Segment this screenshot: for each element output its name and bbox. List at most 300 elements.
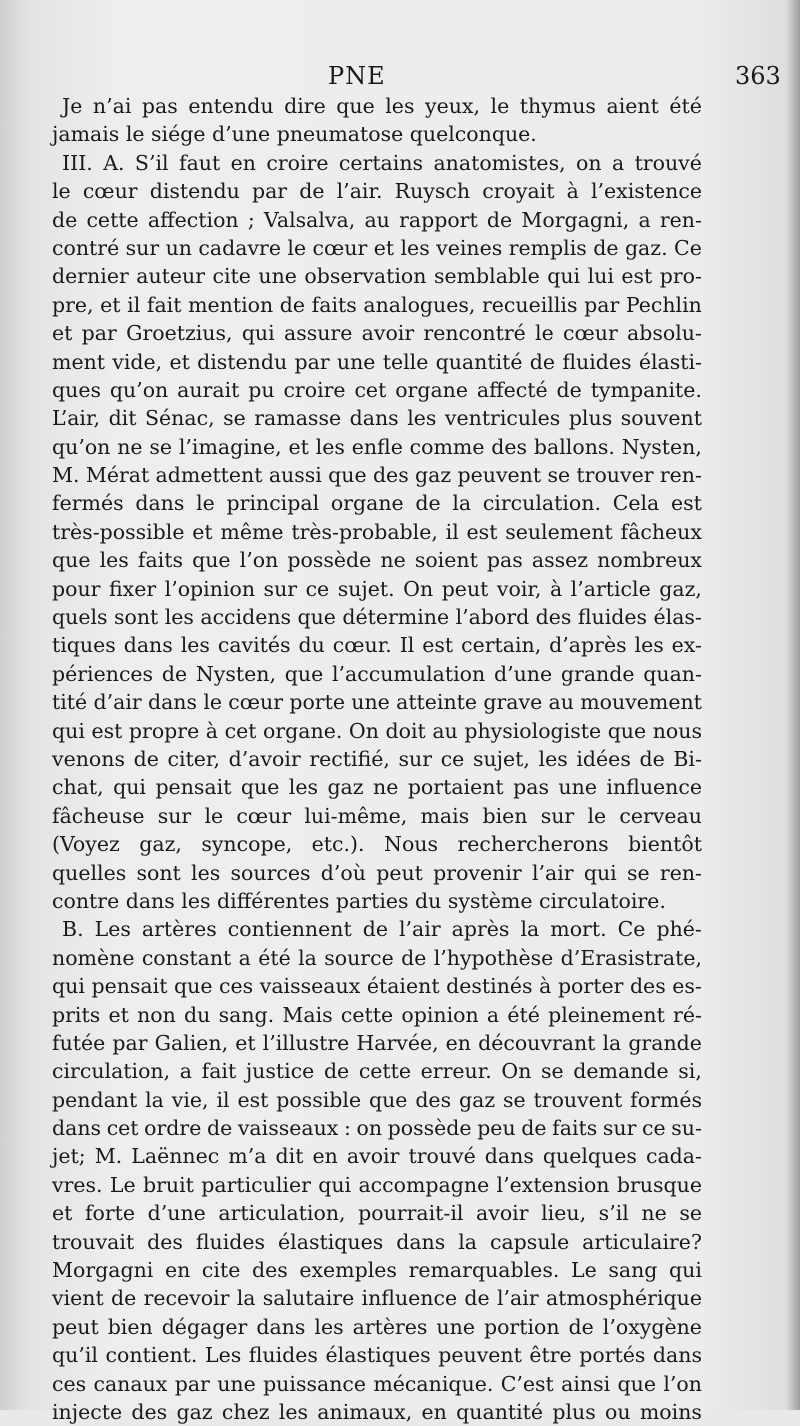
word: de <box>362 917 388 942</box>
word: Les <box>94 917 131 942</box>
word: et <box>169 349 190 374</box>
word: le <box>535 321 554 346</box>
word: des <box>535 605 572 630</box>
word: opinion <box>401 1002 479 1027</box>
word: doit <box>385 718 426 743</box>
word: (Voyez <box>52 832 120 857</box>
word: Ce <box>617 917 646 942</box>
word: sources <box>230 860 311 885</box>
word: la <box>520 917 540 942</box>
word: de <box>556 377 582 402</box>
word: Sénac, <box>144 406 215 431</box>
word: qu’on <box>52 434 111 459</box>
word: en <box>421 1399 447 1424</box>
word: que <box>297 605 336 630</box>
word: mais <box>420 803 470 828</box>
word: que <box>240 775 280 800</box>
word: articulation, <box>218 1201 346 1226</box>
word: particulier <box>201 1172 311 1197</box>
word: cœur <box>236 803 292 828</box>
word: se <box>541 1059 564 1084</box>
word: dans <box>123 633 173 658</box>
word: sont <box>113 605 159 630</box>
word: la <box>452 491 472 516</box>
word: élasti- <box>638 349 702 374</box>
word: Bi- <box>673 746 702 771</box>
word: portion <box>483 1314 560 1339</box>
word: Cela <box>612 491 660 516</box>
word: dans <box>484 1144 534 1169</box>
word: peuvent <box>438 1343 522 1368</box>
word: ordre <box>144 1116 202 1141</box>
word: sur <box>157 803 192 828</box>
word: salutaire <box>262 1286 355 1311</box>
word: possible <box>276 1087 362 1112</box>
word: qui <box>52 718 85 743</box>
word: a <box>486 1002 500 1027</box>
word: en <box>164 1258 191 1283</box>
word: Harvée, <box>356 1030 439 1055</box>
word: en <box>312 1144 338 1169</box>
word: la <box>602 1030 622 1055</box>
word: A. <box>103 150 125 175</box>
word: fait <box>146 292 182 317</box>
word: dire <box>284 94 326 118</box>
word: de <box>529 349 556 374</box>
word: se <box>503 1087 526 1112</box>
word: su- <box>671 1116 702 1141</box>
word: anatomistes, <box>433 150 566 175</box>
word: en <box>445 1030 472 1055</box>
word: physiologiste <box>464 718 602 743</box>
word: pleinement <box>548 1002 665 1027</box>
word: des <box>131 1399 168 1424</box>
text-line <box>52 291 702 319</box>
word: ex- <box>671 633 702 658</box>
word: voir, <box>496 576 542 601</box>
word: d’après <box>549 633 627 658</box>
word: futée <box>52 1030 106 1055</box>
word: lui-même, <box>304 803 408 828</box>
word: C’est <box>500 1371 554 1396</box>
word: périences <box>52 661 154 686</box>
word: sang. <box>218 1002 275 1027</box>
word: M. <box>52 463 80 488</box>
text-line <box>52 802 702 830</box>
word: vie, <box>171 1087 209 1112</box>
word: de <box>111 1286 137 1311</box>
word: nomène <box>52 945 135 970</box>
word: contré <box>52 235 120 260</box>
word: lieu, <box>541 1201 587 1226</box>
word: sur <box>263 576 298 601</box>
word: il <box>127 292 141 317</box>
word: de <box>133 746 159 771</box>
word: d’où <box>320 860 366 885</box>
text-line <box>52 717 702 745</box>
word: peut <box>376 860 423 885</box>
word: influence <box>606 775 702 800</box>
text-line <box>52 319 702 347</box>
word: erreur. <box>420 1059 492 1084</box>
word: l’opinion <box>164 576 256 601</box>
word: trouver <box>576 463 654 488</box>
word: ramasse <box>254 406 342 431</box>
word: le <box>52 179 71 204</box>
word: il <box>216 1087 230 1112</box>
word: on <box>576 150 602 175</box>
word: Il <box>399 633 415 658</box>
word: cite <box>212 264 251 289</box>
word: gaz <box>176 1399 213 1424</box>
word: que <box>368 1087 408 1112</box>
text-line <box>52 1001 702 1029</box>
word: plus <box>552 1399 596 1424</box>
word: que <box>192 548 231 573</box>
word: de <box>486 207 513 232</box>
word: syncope, <box>201 832 293 857</box>
text-line <box>52 631 702 659</box>
word: accompagne <box>358 1172 490 1197</box>
word: se <box>223 406 246 431</box>
word: S’il <box>134 150 169 175</box>
word: remarquables. <box>408 1258 560 1283</box>
text-line <box>52 1199 702 1227</box>
word: mention <box>188 292 274 317</box>
word: vide, <box>112 349 163 374</box>
word: s’il <box>598 1201 629 1226</box>
word: est <box>466 519 498 544</box>
word: élastiques <box>278 1229 384 1254</box>
word: cette <box>358 1059 412 1084</box>
word: III. <box>62 150 93 175</box>
word: qui <box>583 860 617 885</box>
word: ainsi <box>561 1371 611 1396</box>
word: l’on <box>663 1371 702 1396</box>
word: M. <box>94 1144 123 1169</box>
word: les <box>400 235 430 260</box>
word: bien <box>107 1314 153 1339</box>
word: brusque <box>616 1172 702 1197</box>
word: contiennent <box>227 917 352 942</box>
word: auteur <box>136 264 206 289</box>
word: à <box>549 576 563 601</box>
body-text <box>52 92 702 1426</box>
word: organe. <box>263 718 343 743</box>
word: d’air <box>93 690 142 715</box>
word: ce <box>642 1116 666 1141</box>
word: venons <box>52 746 125 771</box>
word: peuvent <box>457 463 542 488</box>
word: Le <box>109 1172 136 1197</box>
word: Valsalva, <box>263 207 356 232</box>
word: On <box>348 718 379 743</box>
word: prits <box>52 1002 101 1027</box>
text-line <box>52 1171 702 1199</box>
word: des <box>372 463 409 488</box>
word: que <box>336 94 375 118</box>
word: quan- <box>643 661 702 686</box>
word: moins <box>639 1399 702 1424</box>
word: qu’il <box>52 1343 98 1368</box>
word: par <box>112 1030 148 1055</box>
word: lui <box>587 264 614 289</box>
word: Galien, <box>154 1030 229 1055</box>
word: Ce <box>674 235 702 260</box>
word: a <box>238 945 251 970</box>
text-line <box>52 546 702 574</box>
word: et <box>235 1030 256 1055</box>
word: cada- <box>645 1144 702 1169</box>
word: de <box>521 1116 547 1141</box>
word: l’article <box>570 576 651 601</box>
word: du <box>298 633 325 658</box>
word: l’illustre <box>262 1030 350 1055</box>
word: injecte <box>52 1399 123 1424</box>
word: faits <box>311 292 357 317</box>
word: quelles <box>52 860 127 885</box>
word: ces <box>219 974 254 999</box>
word: sur <box>602 1116 637 1141</box>
word: Mérat <box>85 463 150 488</box>
word: fluides <box>577 605 648 630</box>
word: une <box>258 264 297 289</box>
word: de <box>401 945 427 970</box>
word: dernier <box>52 264 129 289</box>
word: une <box>436 1314 475 1339</box>
text-line <box>52 92 702 120</box>
word: Ruysch <box>394 179 471 204</box>
word: mécanique. <box>373 1371 494 1396</box>
word: qui <box>52 974 85 999</box>
word: pourrait-il <box>358 1201 464 1226</box>
word: dans <box>135 491 185 516</box>
word: n’ai <box>92 94 132 118</box>
word: Nous <box>384 832 439 857</box>
word: seulement <box>505 519 613 544</box>
text-line <box>52 915 702 943</box>
word: les <box>314 1314 344 1339</box>
word: gaz, <box>659 576 702 601</box>
word: affecté <box>476 377 548 402</box>
word: qu’on <box>109 377 169 402</box>
word: Le <box>570 1258 597 1283</box>
word: ces <box>52 1371 87 1396</box>
word: principal <box>226 491 320 516</box>
word: Les <box>204 1343 242 1368</box>
word: fluides <box>248 1343 318 1368</box>
word: circulation. <box>482 491 601 516</box>
word: pour <box>52 576 101 601</box>
word: possède <box>387 1116 472 1141</box>
word: que <box>328 463 367 488</box>
word: dans <box>652 1343 702 1368</box>
word: après <box>451 917 510 942</box>
word: bien <box>482 803 528 828</box>
word: fâcheuse <box>52 803 145 828</box>
word: les <box>99 548 129 573</box>
word: es- <box>672 974 702 999</box>
word: très-probable, <box>291 519 438 544</box>
word: ce <box>305 576 330 601</box>
word: On <box>501 1059 532 1084</box>
word: peut <box>441 576 489 601</box>
word: trouvait <box>52 1229 135 1254</box>
word: l’on <box>239 548 279 573</box>
word: que <box>284 661 324 686</box>
page-edge-shadow <box>786 0 800 1410</box>
word: chat, <box>52 775 104 800</box>
word: de <box>639 746 665 771</box>
word: cet <box>354 377 387 402</box>
word: cite <box>201 1258 241 1283</box>
word: Pechlin <box>625 292 702 317</box>
text-line <box>52 859 702 887</box>
text-line <box>52 1313 702 1341</box>
word: cette <box>86 207 139 232</box>
text-line <box>52 461 702 489</box>
word: yeux, <box>425 94 480 118</box>
word: veines <box>436 235 503 260</box>
word: affection <box>147 207 239 232</box>
word: d’une <box>493 661 553 686</box>
word: nombreux <box>597 548 702 573</box>
word: découvrant <box>478 1030 596 1055</box>
word: vient <box>52 1286 104 1311</box>
word: etc.). <box>311 832 365 857</box>
word: bientôt <box>628 832 702 857</box>
word: de <box>464 1286 490 1311</box>
word: jet; <box>52 1144 86 1169</box>
word: sur <box>398 746 433 771</box>
word: Morgagni <box>52 1258 154 1283</box>
word: destinés <box>446 974 533 999</box>
word: d’Erasistrate, <box>560 945 702 970</box>
word: entendu <box>188 94 274 118</box>
word: recevoir <box>143 1286 230 1311</box>
word: avoir <box>346 1144 400 1169</box>
word: une <box>217 1371 256 1396</box>
text-line <box>52 830 702 858</box>
word: ment <box>52 349 106 374</box>
word: à <box>539 974 552 999</box>
word: admettent <box>155 463 263 488</box>
word: trouvent <box>533 1087 623 1112</box>
word: sur <box>125 235 160 260</box>
word: souvent <box>620 406 702 431</box>
word: le <box>287 235 307 260</box>
word: vres. <box>52 1172 103 1197</box>
word: animaux, <box>317 1399 413 1424</box>
word: puissance <box>263 1371 367 1396</box>
word: idées <box>576 746 631 771</box>
word: une <box>558 775 597 800</box>
word: pensait <box>91 974 168 999</box>
word: le <box>490 94 510 118</box>
word: bruit <box>142 1172 194 1197</box>
text-line <box>52 1114 702 1142</box>
text-line <box>52 376 702 404</box>
word: atteinte <box>396 690 478 715</box>
word: les <box>634 633 664 658</box>
text-line <box>52 745 702 773</box>
word: justice <box>245 1059 315 1084</box>
word: le <box>196 491 215 516</box>
word: Groetzius, <box>126 321 233 346</box>
word: pro- <box>659 264 702 289</box>
word: ren- <box>659 463 702 488</box>
word: et <box>288 434 309 459</box>
word: quantité <box>456 1399 544 1424</box>
word: trouvé <box>634 150 702 175</box>
word: à <box>566 179 579 204</box>
word: si, <box>678 1059 702 1084</box>
word: faut <box>179 150 221 175</box>
word: ré- <box>673 1002 702 1027</box>
text-line <box>52 1086 702 1114</box>
word: constant <box>141 945 232 970</box>
word: faits <box>137 548 183 573</box>
word: tympanite. <box>590 377 702 402</box>
word: Laënnec <box>131 1144 220 1169</box>
word: la <box>458 1229 478 1254</box>
word: fait <box>201 1059 237 1084</box>
word: la <box>145 1087 164 1112</box>
word: des <box>251 1258 288 1283</box>
word: portaient <box>407 775 504 800</box>
word: ne <box>641 1201 667 1226</box>
word: ren- <box>659 207 702 232</box>
word: cet <box>106 1116 139 1141</box>
word: les <box>407 406 437 431</box>
word: gaz <box>458 1087 496 1112</box>
word: les <box>164 605 194 630</box>
word: une <box>336 349 376 374</box>
text-line: contre dans les différentes parties du système circulatoire. <box>52 888 666 913</box>
word: pu <box>248 377 275 402</box>
word: porte <box>289 690 345 715</box>
word: m’a <box>228 1144 267 1169</box>
word: gaz, <box>139 832 182 857</box>
word: cadavre <box>198 235 281 260</box>
word: croire <box>283 377 346 402</box>
word: se <box>627 860 650 885</box>
word: cette <box>340 1002 394 1027</box>
word: ventricules <box>444 406 561 431</box>
word: nous <box>652 718 702 743</box>
word: assure <box>283 321 353 346</box>
text-line <box>52 1228 702 1256</box>
word: même <box>220 519 284 544</box>
word: de <box>52 207 78 232</box>
word: semblable <box>433 264 540 289</box>
word: exemples <box>299 1258 397 1283</box>
word: la <box>298 945 317 970</box>
word: l’oxygène <box>602 1314 702 1339</box>
word: les <box>180 633 210 658</box>
word: de <box>206 1116 233 1141</box>
word: fluides <box>195 1229 266 1254</box>
text-line <box>52 972 702 1000</box>
word: grave <box>483 690 543 715</box>
word: le <box>204 803 224 828</box>
text-line <box>52 1029 702 1057</box>
word: cœur <box>312 235 368 260</box>
word: articulaire? <box>582 1229 702 1254</box>
word: porter <box>557 974 624 999</box>
word: cavités <box>217 633 291 658</box>
word: été <box>507 1002 540 1027</box>
